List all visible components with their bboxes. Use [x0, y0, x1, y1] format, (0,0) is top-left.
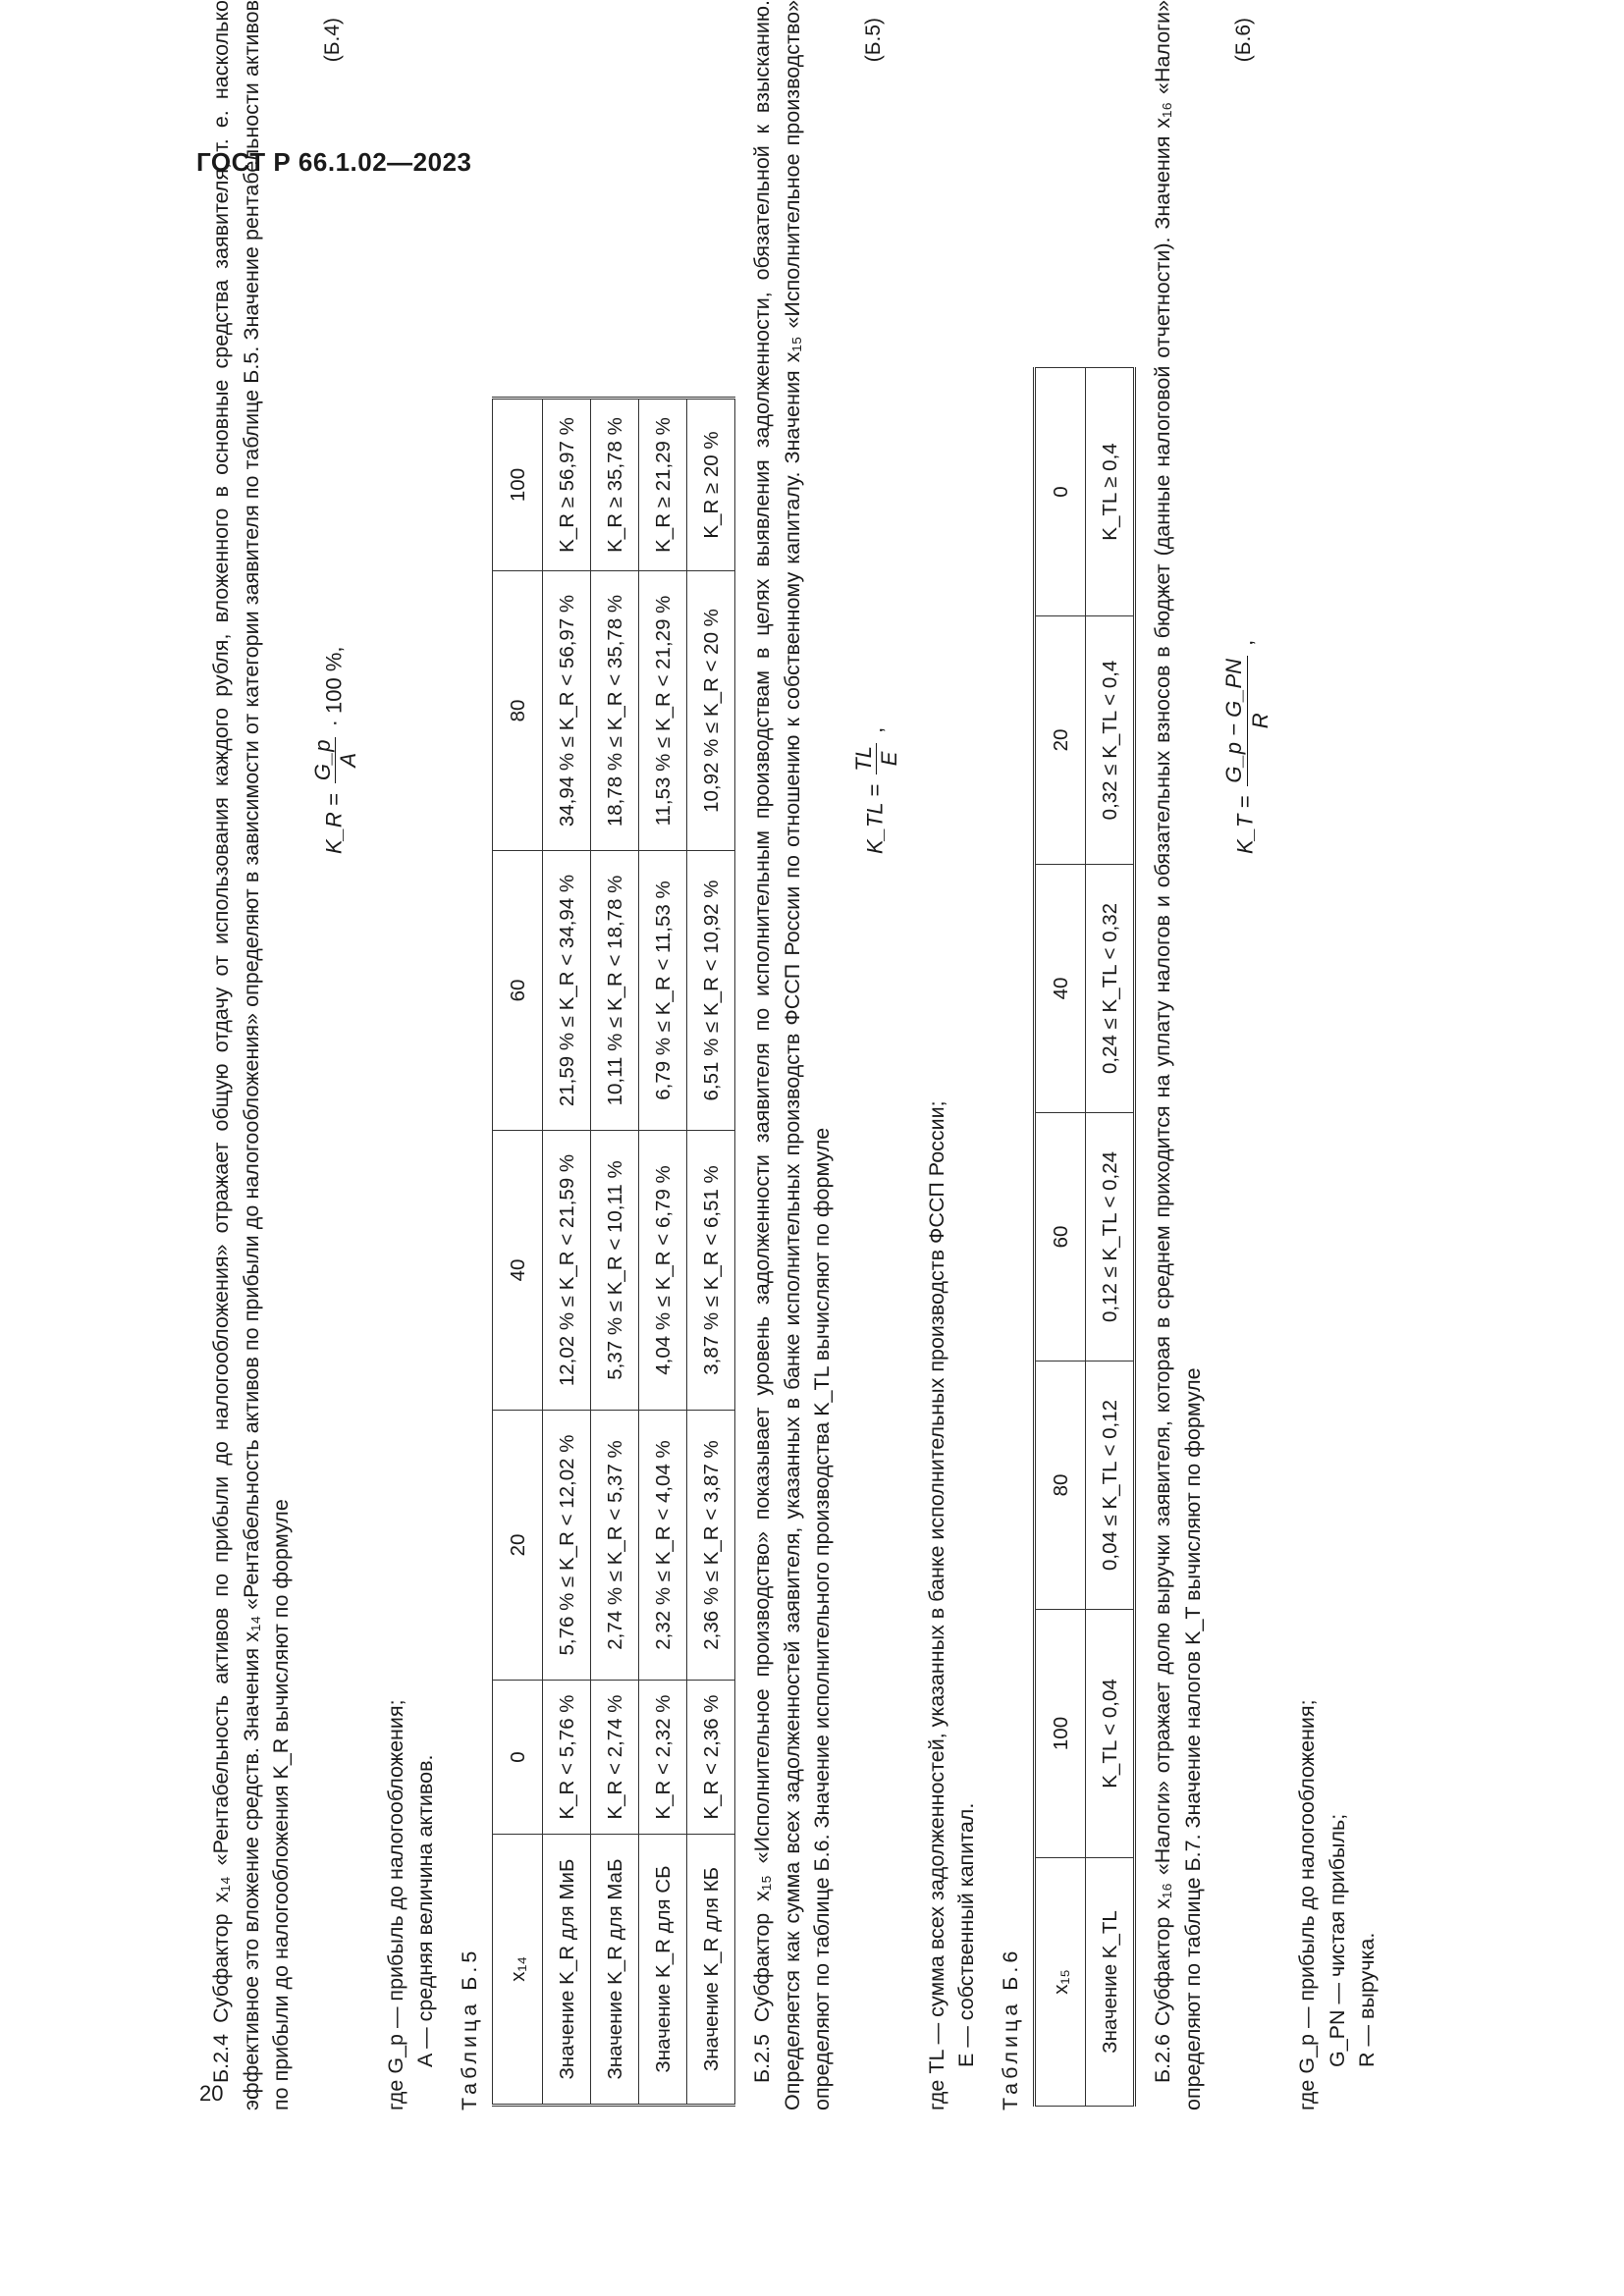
legend-item: G_PN — чистая прибыль; — [1325, 1813, 1349, 2067]
legend-item: где G_p — прибыль до налогообложения; — [383, 1699, 407, 2110]
table-cell: 6,79 % ≤ K_R < 11,53 % — [639, 851, 687, 1131]
table-row — [591, 399, 639, 2106]
table-cell: K_R ≥ 20 % — [687, 399, 735, 571]
table-cell: K_R ≥ 21,29 % — [639, 399, 687, 571]
table-row — [543, 399, 591, 2106]
table-header-cell: 40 — [493, 1131, 543, 1411]
table-header-cell: 20 — [1035, 616, 1086, 865]
table-cell: 5,37 % ≤ K_R < 10,11 % — [591, 1131, 639, 1411]
page-number: 20 — [199, 2081, 224, 2106]
table-header-cell: x₁₄ — [493, 1835, 543, 2106]
formula-b4-expression: K_R = G_p A · 100 %, — [309, 646, 360, 854]
table-header-cell: 0 — [493, 1681, 543, 1835]
table-cell: Значение K_R для СБ — [639, 1835, 687, 2106]
table-cell: K_R < 2,74 % — [591, 1681, 639, 1835]
legend-item: E — собственный капитал. — [954, 1802, 979, 2067]
table-row — [687, 399, 735, 2106]
rotated-content — [206, 0, 1394, 2110]
table-header-cell: 20 — [493, 1411, 543, 1681]
legend-item: R — выручка. — [1355, 1932, 1380, 2067]
table-header-cell: x₁₅ — [1035, 1858, 1086, 2107]
table-header-cell: 0 — [1035, 368, 1086, 616]
table-cell: 10,92 % ≤ K_R < 20 % — [687, 571, 735, 851]
table-cell: Значение K_R для КБ — [687, 1835, 735, 2106]
table-cell: 11,53 % ≤ K_R < 21,29 % — [639, 571, 687, 851]
table-cell: Значение K_TL — [1086, 1858, 1135, 2107]
table-cell: 0,12 ≤ K_TL < 0,24 — [1086, 1113, 1135, 1362]
table-cell: K_R ≥ 56,97 % — [543, 399, 591, 571]
table-header-cell: 60 — [493, 851, 543, 1131]
table-header-cell: 100 — [1035, 1610, 1086, 1858]
legend-item: где G_p — прибыль до налогообложения; — [1295, 1699, 1320, 2110]
table-cell: K_R < 2,32 % — [639, 1681, 687, 1835]
table-header-cell: 40 — [1035, 865, 1086, 1113]
table-header-row — [1035, 368, 1086, 2107]
table-cell: K_R ≥ 35,78 % — [591, 399, 639, 571]
table-b5 — [492, 397, 735, 2107]
legend-b6 — [1292, 0, 1382, 2110]
table-b5-caption: Таблица Б.5 — [457, 1947, 481, 2110]
table-cell: K_R < 5,76 % — [543, 1681, 591, 1835]
table-cell: 10,11 % ≤ K_R < 18,78 % — [591, 851, 639, 1131]
formula-b5 — [845, 0, 912, 2110]
table-cell: 21,59 % ≤ K_R < 34,94 % — [543, 851, 591, 1131]
table-cell: Значение K_R для МаБ — [591, 1835, 639, 2106]
table-cell: 0,32 ≤ K_TL < 0,4 — [1086, 616, 1135, 865]
table-cell: 6,51 % ≤ K_R < 10,92 % — [687, 851, 735, 1131]
table-cell: 5,76 % ≤ K_R < 12,02 % — [543, 1411, 591, 1681]
table-cell: 2,74 % ≤ K_R < 5,37 % — [591, 1411, 639, 1681]
document-header: ГОСТ Р 66.1.02—2023 — [196, 147, 472, 177]
table-b6 — [1033, 367, 1136, 2107]
table-cell: 0,04 ≤ K_TL < 0,12 — [1086, 1362, 1135, 1610]
table-header-cell: 100 — [493, 399, 543, 571]
table-cell: K_R < 2,36 % — [687, 1681, 735, 1835]
formula-b4-number: (Б.4) — [320, 18, 344, 63]
table-cell: 34,94 % ≤ K_R < 56,97 % — [543, 571, 591, 851]
legend-item: A — средняя величина активов. — [413, 1754, 438, 2067]
table-b6-caption: Таблица Б.6 — [998, 1947, 1022, 2110]
formula-b6 — [1216, 0, 1282, 2110]
formula-b4 — [304, 0, 371, 2110]
formula-b5-number: (Б.5) — [861, 18, 885, 63]
table-header-cell: 80 — [1035, 1362, 1086, 1610]
legend-item: где TL — сумма всех задолженностей, указанных в банке исполнительных производств ФССП России; — [924, 1100, 948, 2110]
table-cell: 12,02 % ≤ K_R < 21,59 % — [543, 1131, 591, 1411]
table-cell: 2,32 % ≤ K_R < 4,04 % — [639, 1411, 687, 1681]
paragraph-b26: Б.2.6 Субфактор x₁₆ «Налоги» отражает долю выручки заявителя, которая в среднем приходится на уплату налогов и обязательных взносов в бюджет (данные налоговой отчетности). Значения x₁₆ «Налоги» определяют по таблице Б.7. Значение налогов K_T вычисляют по формуле — [1151, 0, 1205, 2110]
formula-b6-expression: K_T = G_p − G_PN R , — [1221, 639, 1272, 854]
table-cell: 2,36 % ≤ K_R < 3,87 % — [687, 1411, 735, 1681]
table-cell: K_TL ≥ 0,4 — [1086, 368, 1135, 616]
table-header-cell: 60 — [1035, 1113, 1086, 1362]
table-header-cell: 80 — [493, 571, 543, 851]
table-row — [1086, 368, 1135, 2107]
table-header-row — [493, 399, 543, 2106]
formula-b5-expression: K_TL = TL E , — [850, 726, 901, 854]
table-row — [639, 399, 687, 2106]
table-cell: 18,78 % ≤ K_R < 35,78 % — [591, 571, 639, 851]
legend-b4 — [381, 0, 441, 2110]
paragraph-b24: Б.2.4 Субфактор x₁₄ «Рентабельность активов по прибыли до налогообложения» отражает общую отдачу от использования каждого рубля, вложенного в основные средства заявителя, т. е. насколько эффективное это вложение средств. Значения x₁₄ «Рентабельность активов по прибыли до налогообложения» определяют в зависимости от категории заявителя по таблице Б.5. Значение рентабельности активов по прибыли до налогообложения K_R вычисляют по формуле — [209, 0, 294, 2110]
table-cell: K_TL < 0,04 — [1086, 1610, 1135, 1858]
paragraph-b25: Б.2.5 Субфактор x₁₅ «Исполнительное производство» показывает уровень задолженности заявителя по исполнительным производствам в целях выявления задолженности, обязательной к взысканию. Определяется как сумма всех задолженностей заявителя, указанных в банке исполнительных производств ФССП России по отношению к собственному капиталу. Значения x₁₅ «Исполнительное производство» определяют по таблице Б.6. Значение исполнительного производства K_TL вычисляют по формуле — [750, 0, 835, 2110]
table-cell: 3,87 % ≤ K_R < 6,51 % — [687, 1131, 735, 1411]
formula-b6-number: (Б.6) — [1232, 18, 1256, 63]
table-cell: Значение K_R для МиБ — [543, 1835, 591, 2106]
table-cell: 0,24 ≤ K_TL < 0,32 — [1086, 865, 1135, 1113]
table-cell: 4,04 % ≤ K_R < 6,79 % — [639, 1131, 687, 1411]
legend-b5 — [922, 0, 982, 2110]
